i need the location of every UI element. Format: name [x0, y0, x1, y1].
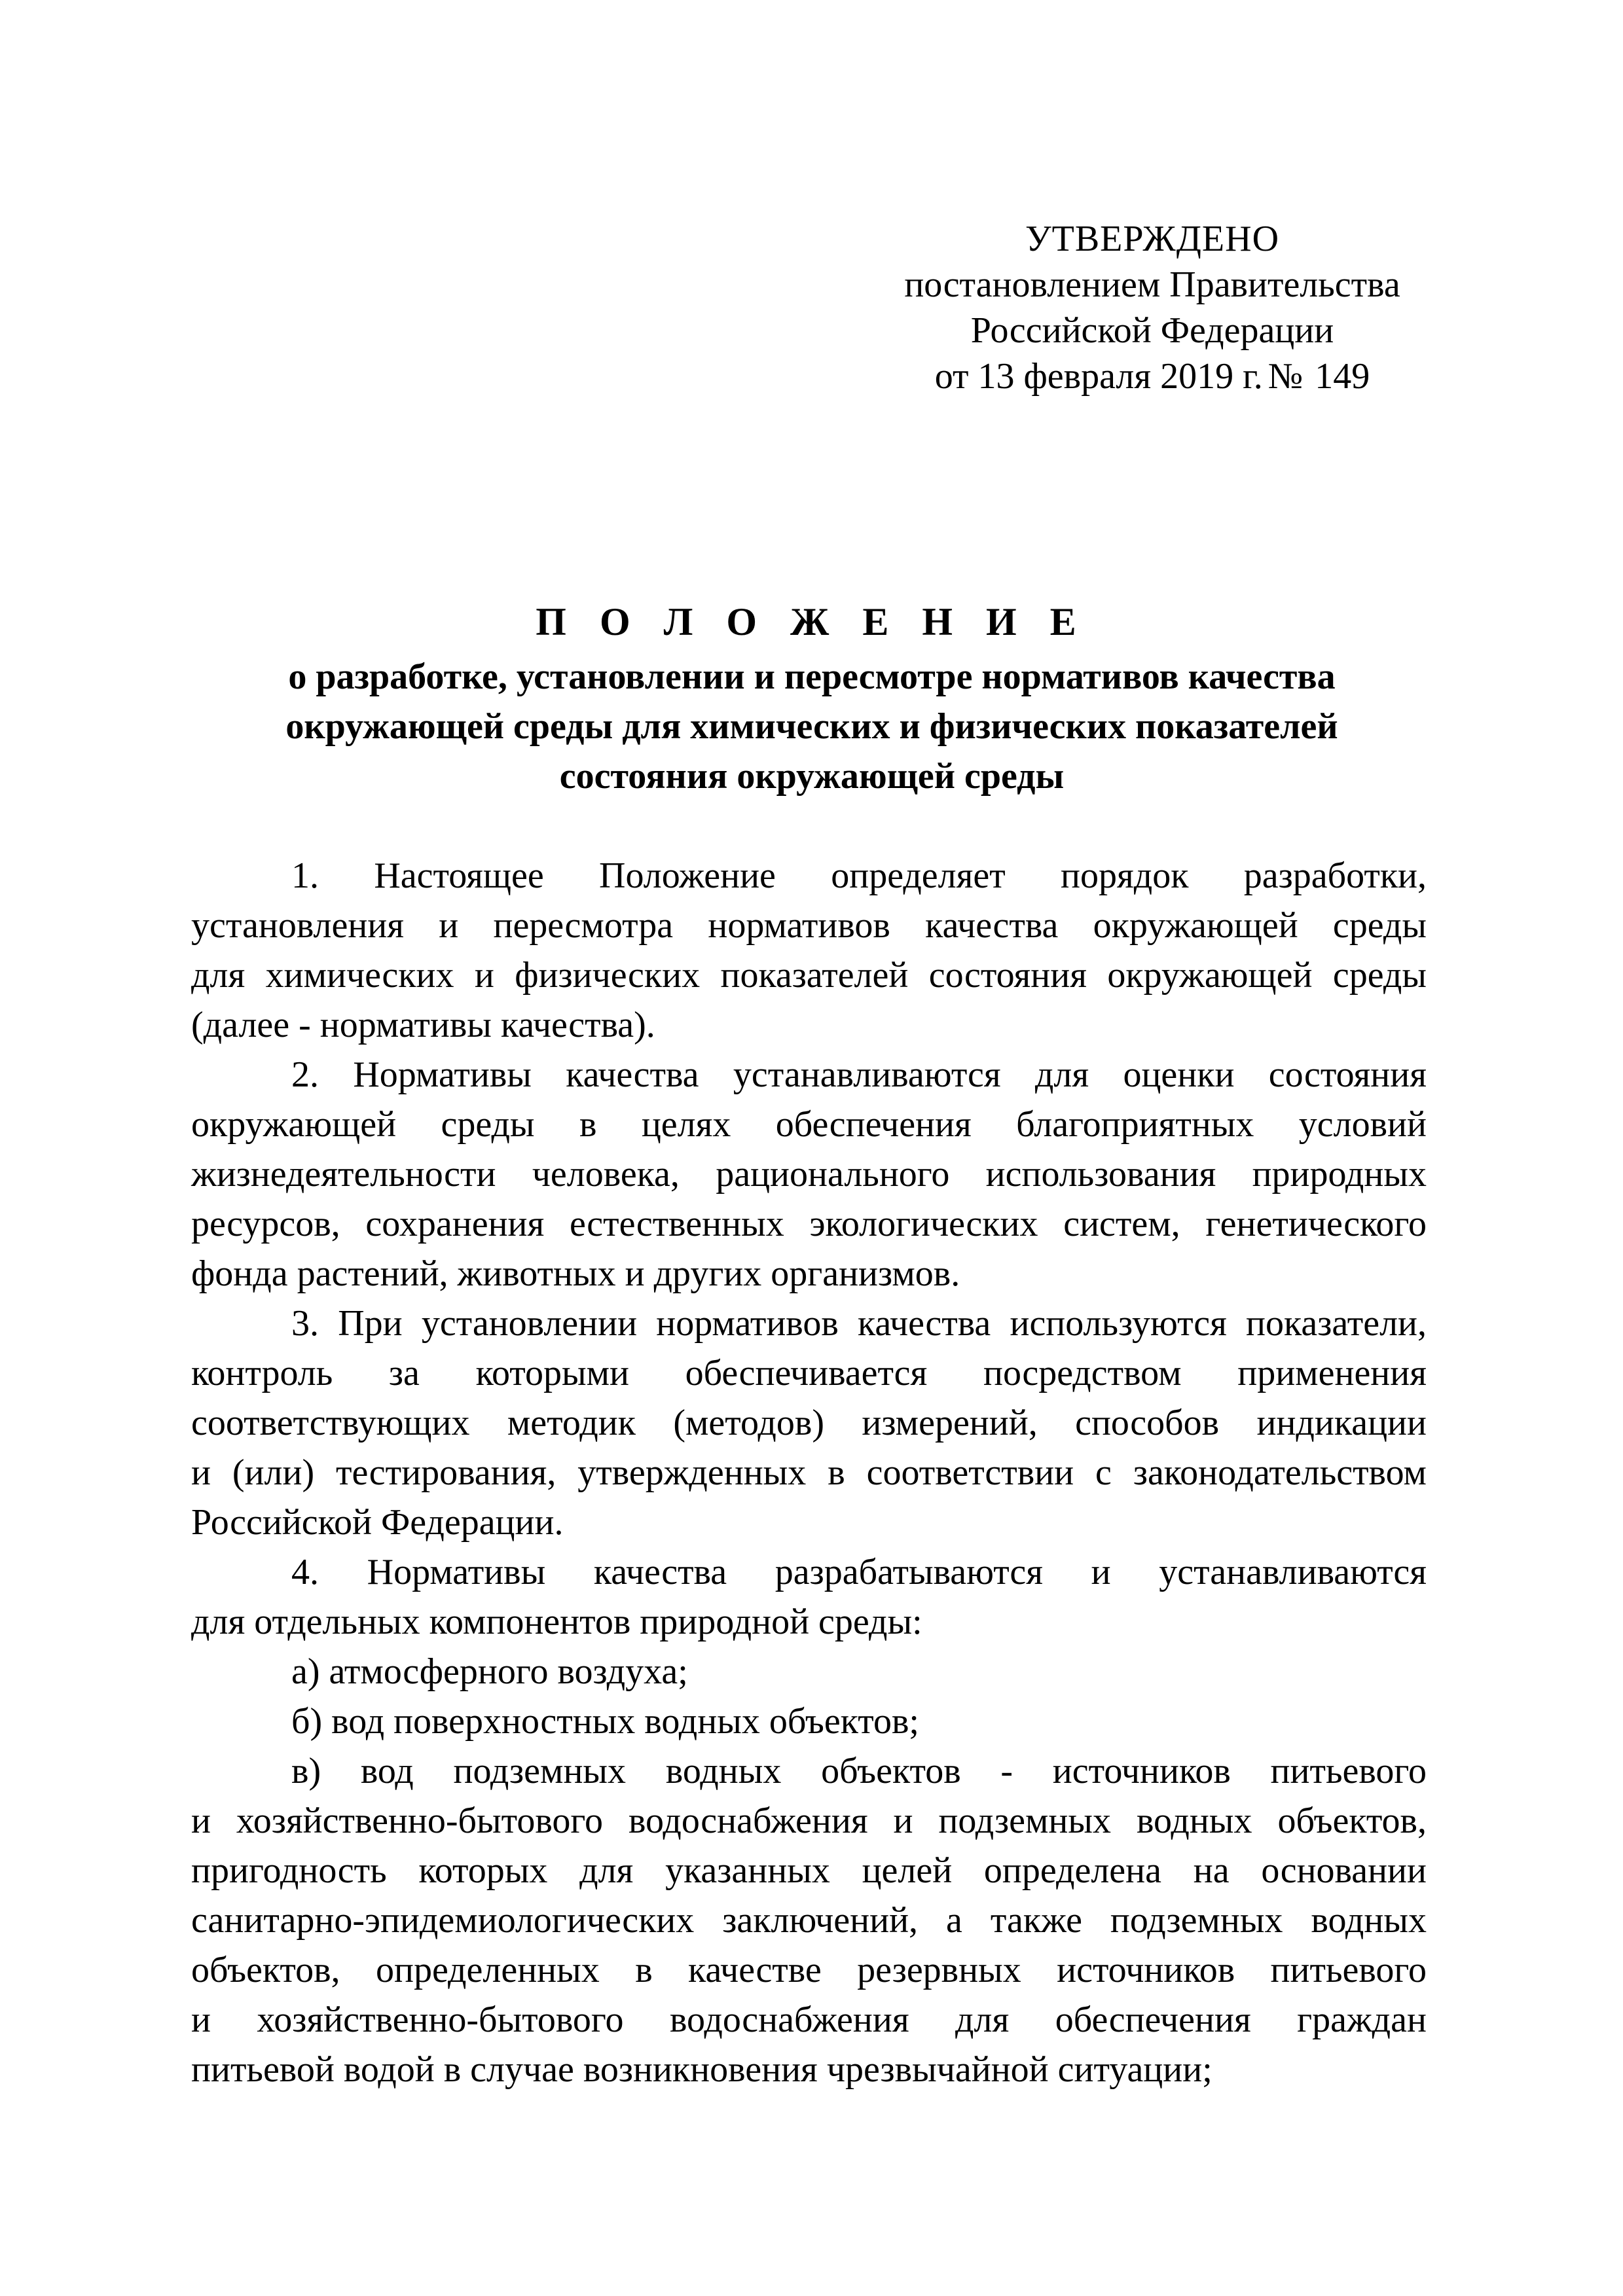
- paragraph-1: [191, 851, 1427, 1050]
- paragraph-line: фонда растений, животных и других организмов.: [191, 1253, 960, 1294]
- paragraph-2: [191, 1050, 1427, 1299]
- paragraph-line: 3. При установлении нормативов качества используются показатели,: [291, 1303, 1427, 1344]
- document-heading: П О Л О Ж Е Н И Е: [536, 600, 1088, 643]
- approval-line-1: постановлением Правительства: [904, 264, 1400, 305]
- approval-line-2: Российской Федерации: [970, 310, 1334, 351]
- approval-date: от 13 февраля 2019 г.: [934, 356, 1263, 397]
- approval-stamp: [851, 216, 1453, 399]
- paragraph-4c: [191, 1746, 1427, 2094]
- document-title-block: [190, 596, 1434, 801]
- paragraph-4b: [191, 1696, 1427, 1746]
- paragraph-3: [191, 1299, 1427, 1547]
- document-subtitle-line: состояния окружающей среды: [559, 756, 1065, 797]
- paragraph-line: санитарно-эпидемиологических заключений, а также подземных водных: [191, 1900, 1427, 1941]
- document-body: [191, 851, 1427, 2094]
- paragraph-line: 4. Нормативы качества разрабатываются и устанавливаются: [291, 1552, 1427, 1592]
- paragraph-line: соответствующих методик (методов) измерений, способов индикации: [191, 1403, 1427, 1443]
- approval-number: 149: [1315, 356, 1370, 397]
- paragraph-line: пригодность которых для указанных целей определена на основании: [191, 1850, 1427, 1891]
- paragraph-line: питьевой водой в случае возникновения чрезвычайной ситуации;: [191, 2049, 1213, 2090]
- approval-number-sign: №: [1267, 356, 1304, 397]
- paragraph-line: (далее - нормативы качества).: [191, 1005, 655, 1045]
- paragraph-line: жизнедеятельности человека, рационального использования природных: [191, 1154, 1427, 1194]
- paragraph-line: и (или) тестирования, утвержденных в соответствии с законодательством: [191, 1452, 1427, 1493]
- paragraph-4: [191, 1547, 1427, 1647]
- paragraph-line: 2. Нормативы качества устанавливаются для оценки состояния: [291, 1054, 1427, 1095]
- paragraph-line: б) вод поверхностных водных объектов;: [291, 1701, 919, 1742]
- paragraph-line: Российской Федерации.: [191, 1502, 564, 1543]
- paragraph-line: в) вод подземных водных объектов - источников питьевого: [291, 1751, 1427, 1791]
- paragraph-line: контроль за которыми обеспечивается посредством применения: [191, 1353, 1427, 1393]
- paragraph-4a: [191, 1647, 1427, 1696]
- document-subtitle-line: о разработке, установлении и пересмотре нормативов качества: [288, 656, 1336, 697]
- paragraph-line: объектов, определенных в качестве резервных источников питьевого: [191, 1950, 1427, 1990]
- paragraph-line: ресурсов, сохранения естественных экологических систем, генетического: [191, 1204, 1427, 1244]
- paragraph-line: для химических и физических показателей состояния окружающей среды: [191, 955, 1427, 996]
- document-subtitle-line: окружающей среды для химических и физических показателей: [285, 706, 1338, 747]
- paragraph-line: для отдельных компонентов природной среды:: [191, 1602, 922, 1642]
- paragraph-line: а) атмосферного воздуха;: [291, 1651, 688, 1692]
- approval-title: УТВЕРЖДЕНО: [1025, 219, 1280, 259]
- paragraph-line: 1. Настоящее Положение определяет порядок разработки,: [291, 855, 1427, 896]
- approval-date-line: [851, 353, 1453, 399]
- paragraph-line: и хозяйственно-бытового водоснабжения и подземных водных объектов,: [191, 1801, 1427, 1841]
- paragraph-line: окружающей среды в целях обеспечения благоприятных условий: [191, 1104, 1427, 1145]
- paragraph-line: и хозяйственно-бытового водоснабжения для обеспечения граждан: [191, 2000, 1427, 2040]
- paragraph-line: установления и пересмотра нормативов качества окружающей среды: [191, 905, 1427, 946]
